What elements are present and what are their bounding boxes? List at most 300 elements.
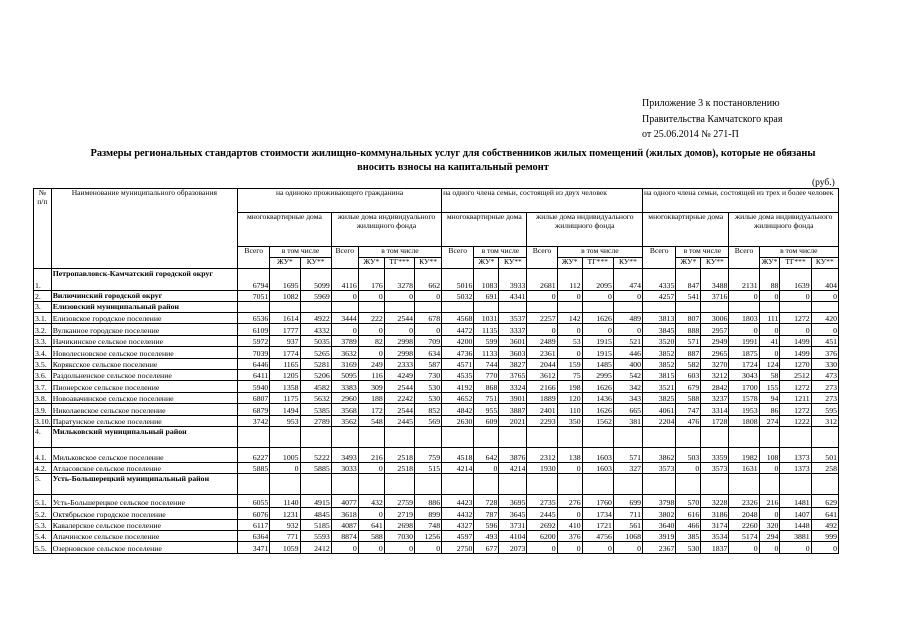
header-total-izhs-3: Всего [729,247,759,269]
value-cell [384,474,414,495]
value-cell: 3876 [499,447,527,462]
value-cell: 6227 [238,447,270,462]
value-cell: 342 [613,381,642,392]
value-cell: 410 [557,519,582,530]
value-cell: 3237 [701,392,729,403]
value-cell [676,302,701,313]
value-cell: 582 [676,358,701,369]
value-cell: 5099 [300,269,331,291]
header-incl-izhs-1: в том числе [358,247,441,258]
value-cell: 320 [759,519,780,530]
value-cell: 112 [557,269,582,291]
value-cell: 0 [331,324,358,335]
value-cell [780,426,811,447]
value-cell: 1083 [474,269,499,291]
appendix-line-1: Приложение 3 к постановлению [642,98,780,109]
row-number: 5. [34,474,52,495]
value-cell: 2544 [384,381,414,392]
row-name: Коряксское сельское поселение [51,358,237,369]
value-cell: 3813 [643,313,676,324]
value-cell: 1562 [582,415,613,426]
row-number: 5.2. [34,508,52,519]
value-cell: 0 [358,462,384,473]
header-total-mkd-1: Всего [238,247,270,269]
value-cell: 0 [613,291,642,302]
value-cell: 3881 [780,531,811,542]
value-cell: 1875 [729,347,759,358]
value-cell: 1626 [582,381,613,392]
value-cell: 4077 [331,495,358,508]
value-cell [270,474,300,495]
value-cell: 2544 [384,313,414,324]
value-cell: 4214 [499,462,527,473]
value-cell: 2293 [527,415,557,426]
value-cell [759,426,780,447]
header-incl-mkd-2: в том числе [474,247,527,258]
value-cell: 616 [676,508,701,519]
header-izhs-3: жилые дома индивидуального жилищного фонда [729,213,839,247]
value-cell: 0 [582,291,613,302]
value-cell [270,426,300,447]
value-cell: 1774 [270,347,300,358]
row-name: Елизовский муниципальный район [51,302,237,313]
value-cell: 2719 [384,508,414,519]
value-cell: 58 [759,369,780,380]
value-cell: 999 [811,531,838,542]
value-cell: 4472 [442,324,474,335]
value-cell: 899 [415,508,442,519]
value-cell: 350 [557,415,582,426]
value-cell: 404 [811,269,838,291]
value-cell: 1231 [270,508,300,519]
value-cell: 432 [358,495,384,508]
value-cell [557,426,582,447]
header-zhu-izhs-2: ЖУ* [557,258,582,269]
value-cell: 1135 [474,324,499,335]
value-cell: 3568 [331,404,358,415]
value-cell: 932 [270,519,300,530]
value-cell [557,302,582,313]
value-cell: 3314 [701,404,729,415]
header-zhu-izhs-1: ЖУ* [358,258,384,269]
header-tg-izhs-2: ТГ*** [582,258,613,269]
value-cell: 2759 [384,495,414,508]
appendix-line-2: Правительства Камчатского края [642,113,783,125]
table-row [34,495,839,508]
value-cell: 6879 [238,404,270,415]
title-line-1: Размеры региональных стандартов стоимости жилищно-коммунальных услуг для собственников жилых помещений (жилых домов), которые не обязаны [90,148,816,159]
value-cell: 1485 [582,358,613,369]
value-cell: 2401 [527,404,557,415]
value-cell: 677 [474,542,499,553]
value-cell: 75 [557,369,582,380]
value-cell: 541 [676,291,701,302]
value-cell: 400 [613,358,642,369]
value-cell: 4736 [442,347,474,358]
value-cell: 5185 [300,519,331,530]
value-cell [442,302,474,313]
value-cell: 3640 [643,519,676,530]
value-cell [527,302,557,313]
value-cell [780,302,811,313]
value-cell: 94 [759,392,780,403]
table-row [34,291,839,302]
value-cell: 1953 [729,404,759,415]
value-cell: 691 [474,291,499,302]
value-cell: 1889 [527,392,557,403]
value-cell: 3919 [643,531,676,542]
value-cell: 3825 [643,392,676,403]
value-cell [759,302,780,313]
value-cell: 0 [557,508,582,519]
value-cell: 744 [474,358,499,369]
header-ku-mkd-1: КУ** [300,258,331,269]
value-cell: 3471 [238,542,270,553]
value-cell: 634 [415,347,442,358]
value-cell: 1031 [474,313,499,324]
value-cell: 501 [811,447,838,462]
value-cell: 2518 [384,447,414,462]
row-name: Мильковский муниципальный район [51,426,237,447]
value-cell: 3169 [331,358,358,369]
value-cell: 493 [474,531,499,542]
value-cell: 3006 [701,313,729,324]
value-cell: 570 [676,495,701,508]
value-cell: 2204 [643,415,676,426]
value-cell: 5016 [442,269,474,291]
header-izhs-2: жилые дома индивидуального жилищного фонда [527,213,643,247]
value-cell: 1837 [701,542,729,553]
value-cell: 1639 [780,269,811,291]
value-cell: 3493 [331,447,358,462]
row-number: 3.5. [34,358,52,369]
value-cell: 41 [759,335,780,346]
value-cell: 2512 [780,369,811,380]
value-cell [238,302,270,313]
value-cell: 0 [811,291,838,302]
row-name: Начикинское сельское поселение [51,335,237,346]
table-row [34,519,839,530]
value-cell: 1272 [780,404,811,415]
document-title [28,147,878,175]
row-number: 3.6. [34,369,52,380]
table-row [34,447,839,462]
value-cell: 0 [759,508,780,519]
value-cell: 3862 [643,447,676,462]
value-cell: 3731 [499,519,527,530]
value-cell: 249 [358,358,384,369]
value-cell: 5885 [238,462,270,473]
value-cell: 2949 [701,335,729,346]
value-cell: 1734 [582,508,613,519]
value-cell: 571 [676,335,701,346]
row-number: 5.5. [34,542,52,553]
value-cell: 887 [676,347,701,358]
value-cell: 5032 [442,291,474,302]
row-number: 4.2. [34,462,52,473]
value-cell: 3212 [701,369,729,380]
value-cell: 771 [270,531,300,542]
value-cell: 3612 [527,369,557,380]
value-cell: 6055 [238,495,270,508]
value-cell: 2361 [527,347,557,358]
value-cell: 1777 [270,324,300,335]
value-cell: 2326 [729,495,759,508]
value-cell: 588 [358,531,384,542]
value-cell: 6109 [238,324,270,335]
value-cell: 0 [759,542,780,553]
value-cell: 3324 [499,381,527,392]
value-cell: 886 [415,495,442,508]
value-cell: 330 [811,358,838,369]
value-cell: 0 [780,291,811,302]
value-cell: 2965 [701,347,729,358]
value-cell: 1358 [270,381,300,392]
value-cell: 2544 [384,404,414,415]
header-zhu-izhs-3: ЖУ* [759,258,780,269]
row-number: 3.2. [34,324,52,335]
value-cell: 1175 [270,392,300,403]
value-cell: 1603 [582,462,613,473]
row-number: 4. [34,426,52,447]
value-cell [582,474,613,495]
value-cell: 3573 [701,462,729,473]
value-cell: 4652 [442,392,474,403]
value-cell: 728 [474,495,499,508]
value-cell: 530 [415,392,442,403]
row-name: Пионерское сельское поселение [51,381,237,392]
value-cell: 2681 [527,269,557,291]
value-cell: 2445 [527,508,557,519]
row-number: 3. [34,302,52,313]
value-cell [331,474,358,495]
value-cell: 747 [676,404,701,415]
header-tg-izhs-3: ТГ*** [780,258,811,269]
value-cell [331,426,358,447]
value-cell: 0 [270,462,300,473]
value-cell: 6364 [238,531,270,542]
row-number: 1. [34,269,52,291]
value-cell: 748 [415,519,442,530]
header-zhu-mkd-1: ЖУ* [270,258,300,269]
value-cell: 2518 [384,462,414,473]
value-cell: 571 [613,447,642,462]
value-cell: 1272 [780,381,811,392]
value-cell [701,474,729,495]
row-name: Октябрьское городское поселение [51,508,237,519]
value-cell: 0 [811,542,838,553]
header-total-mkd-3: Всего [643,247,676,269]
value-cell: 116 [358,369,384,380]
value-cell: 0 [384,291,414,302]
value-cell: 0 [729,324,759,335]
value-cell: 0 [384,324,414,335]
value-cell: 2957 [701,324,729,335]
value-cell: 699 [613,495,642,508]
row-name: Апачинское сельское поселение [51,531,237,542]
value-cell: 3444 [331,313,358,324]
value-cell: 4116 [331,269,358,291]
value-cell: 309 [358,381,384,392]
units-label: (руб.) [812,178,835,188]
header-incl-mkd-1: в том числе [270,247,331,258]
value-cell: 53 [557,335,582,346]
value-cell: 0 [331,542,358,553]
value-cell: 176 [358,269,384,291]
value-cell: 0 [557,462,582,473]
value-cell: 1256 [415,531,442,542]
value-cell [729,302,759,313]
value-cell: 1603 [582,447,613,462]
value-cell: 2312 [527,447,557,462]
value-cell: 4423 [442,495,474,508]
value-cell: 2960 [331,392,358,403]
value-cell: 569 [415,415,442,426]
value-cell [780,474,811,495]
value-cell: 0 [811,324,838,335]
value-cell: 847 [676,269,701,291]
value-cell: 376 [557,531,582,542]
value-cell: 0 [676,462,701,473]
value-cell: 258 [811,462,838,473]
value-cell [300,302,331,313]
value-cell [701,302,729,313]
table-row [34,335,839,346]
value-cell: 5940 [238,381,270,392]
value-cell: 198 [557,381,582,392]
value-cell: 4597 [442,531,474,542]
value-cell: 473 [811,369,838,380]
value-cell: 0 [527,542,557,553]
value-cell: 2789 [300,415,331,426]
table-row [34,404,839,415]
value-cell: 4535 [442,369,474,380]
value-cell: 6536 [238,313,270,324]
value-cell: 530 [415,381,442,392]
value-cell: 609 [474,415,499,426]
value-cell: 1499 [780,347,811,358]
value-cell: 7030 [384,531,414,542]
value-cell: 1724 [729,358,759,369]
value-cell: 159 [557,358,582,369]
value-cell: 521 [613,335,642,346]
value-cell: 343 [613,392,642,403]
header-izhs-1: жилые дома индивидуального жилищного фонда [331,213,441,247]
value-cell: 1373 [780,447,811,462]
value-cell: 142 [557,313,582,324]
header-group-two: на одного члена семьи, состоящей из двух человек [442,189,643,213]
value-cell: 155 [759,381,780,392]
value-cell: 2842 [701,381,729,392]
value-cell: 770 [474,369,499,380]
value-cell: 0 [759,462,780,473]
value-cell: 5265 [300,347,331,358]
value-cell [300,426,331,447]
value-cell [676,474,701,495]
value-cell [582,302,613,313]
title-line-2: вносить взносы на капитальный ремонт [357,162,549,173]
value-cell: 3845 [643,324,676,335]
value-cell: 3537 [499,313,527,324]
value-cell: 6076 [238,508,270,519]
value-cell: 3742 [238,415,270,426]
value-cell: 1728 [701,415,729,426]
value-cell: 4842 [442,404,474,415]
value-cell: 3645 [499,508,527,519]
value-cell [384,302,414,313]
value-cell: 2995 [582,369,613,380]
value-cell [384,426,414,447]
value-cell: 3043 [729,369,759,380]
value-cell: 188 [358,392,384,403]
value-cell [527,426,557,447]
value-cell: 110 [557,404,582,415]
value-cell: 5969 [300,291,331,302]
value-cell: 1222 [780,415,811,426]
table-row [34,347,839,358]
value-cell: 3270 [701,358,729,369]
value-cell: 86 [759,404,780,415]
value-cell: 5206 [300,369,331,380]
value-cell: 679 [676,381,701,392]
value-cell [499,302,527,313]
value-cell: 474 [613,269,642,291]
header-zhu-mkd-2: ЖУ* [474,258,499,269]
value-cell: 273 [811,392,838,403]
value-cell [474,302,499,313]
value-cell: 476 [676,415,701,426]
value-cell: 0 [557,542,582,553]
value-cell: 1165 [270,358,300,369]
value-cell [613,302,642,313]
value-cell: 3383 [331,381,358,392]
value-cell: 2750 [442,542,474,553]
value-cell: 759 [415,447,442,462]
value-cell: 3520 [643,335,676,346]
value-cell: 678 [415,313,442,324]
value-cell: 0 [415,324,442,335]
value-cell: 6446 [238,358,270,369]
value-cell: 216 [759,495,780,508]
value-cell: 3765 [499,369,527,380]
value-cell [557,474,582,495]
row-name: Усть-Большерецкое сельское поселение [51,495,237,508]
value-cell: 3573 [643,462,676,473]
header-ku-izhs-1: КУ** [415,258,442,269]
value-cell: 4087 [331,519,358,530]
value-cell: 2367 [643,542,676,553]
value-cell: 1272 [780,313,811,324]
value-cell: 2630 [442,415,474,426]
value-cell: 1803 [729,313,759,324]
value-cell: 466 [676,519,701,530]
value-cell [238,474,270,495]
value-cell [582,426,613,447]
value-cell: 641 [358,519,384,530]
value-cell [415,426,442,447]
value-cell: 4061 [643,404,676,415]
value-cell: 3618 [331,508,358,519]
value-cell: 3852 [643,347,676,358]
value-cell: 1614 [270,313,300,324]
value-cell: 0 [729,291,759,302]
value-cell: 0 [780,542,811,553]
row-name: Озерновское сельское поселение [51,542,237,553]
value-cell [759,474,780,495]
value-cell [270,302,300,313]
value-cell: 868 [474,381,499,392]
value-cell: 4571 [442,358,474,369]
